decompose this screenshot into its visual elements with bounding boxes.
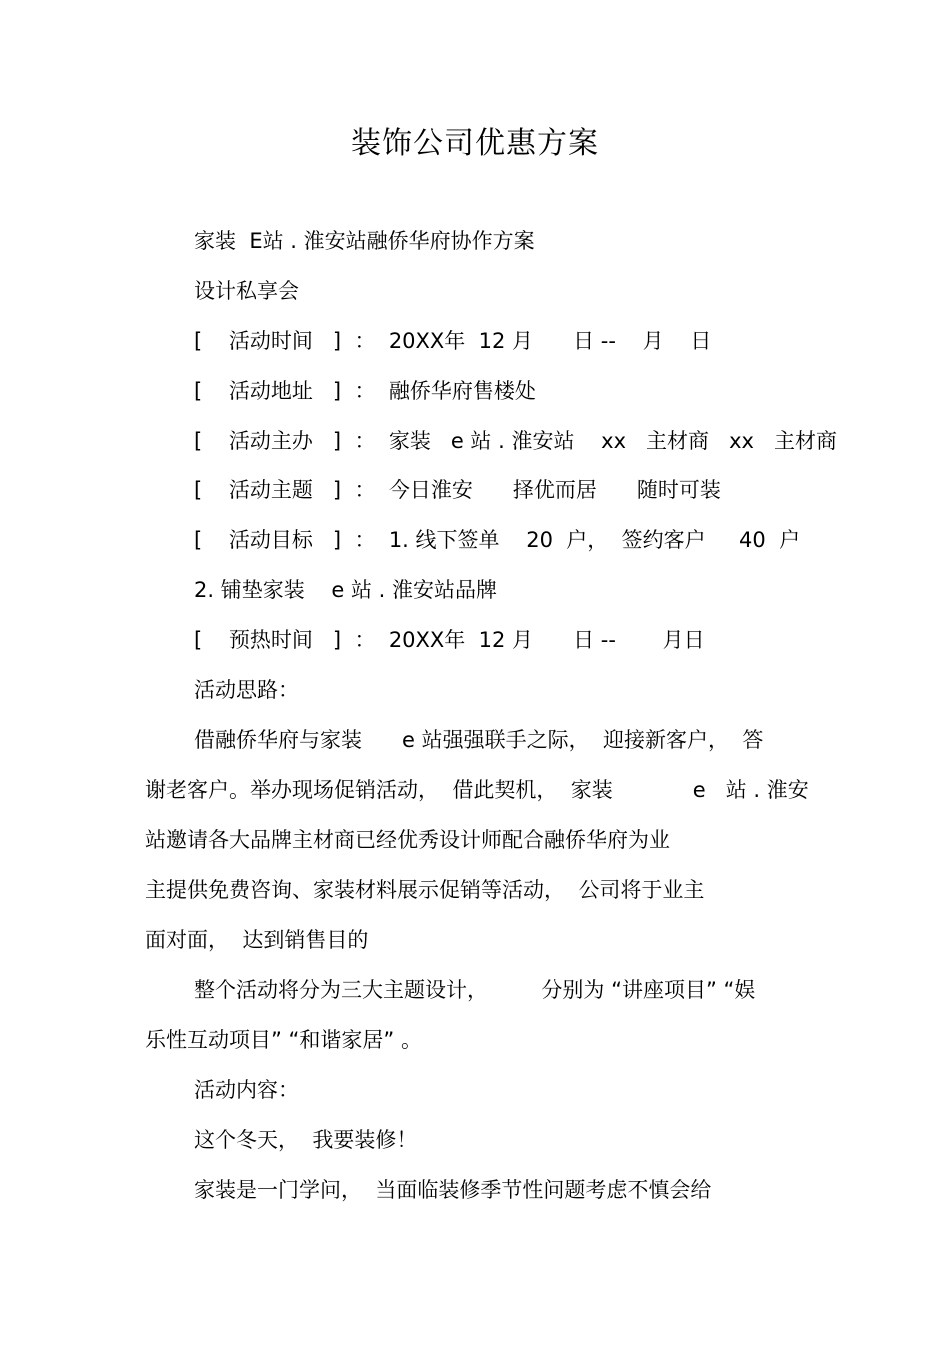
text-line-warmup-time: [ 预热时间 ] ： 20XX年 12 月 日 -- 月日 <box>194 628 705 652</box>
text-line-event-organizer: [ 活动主办 ] ： 家装 e 站 . 淮安站 xx 主材商 xx 主材商 <box>194 429 837 453</box>
paragraph-line: 整个活动将分为三大主题设计， 分别为 “讲座项目” “娱 <box>194 978 756 1002</box>
text-line-event-theme: [ 活动主题 ] ： 今日淮安 择优而居 随时可装 <box>194 478 721 502</box>
paragraph-line: 站邀请各大品牌主材商已经优秀设计师配合融侨华府为业 <box>145 828 670 852</box>
text-line-event-address: [ 活动地址 ] ： 融侨华府售楼处 <box>194 379 536 403</box>
paragraph-line: 家装是一门学问， 当面临装修季节性问题考虑不慎会给 <box>194 1178 712 1202</box>
paragraph-line: 面对面， 达到销售目的 <box>145 928 369 952</box>
text-line-design-salon: 设计私享会 <box>194 279 299 303</box>
section-heading-event-content: 活动内容： <box>194 1078 299 1102</box>
text-line-goal-two: 2. 铺垫家装 e 站 . 淮安站品牌 <box>194 578 498 602</box>
section-heading-event-idea: 活动思路： <box>194 678 299 702</box>
paragraph-line: 乐性互动项目” “和谐家居” 。 <box>145 1028 422 1052</box>
text-line-cooperation-plan: 家装 E站 . 淮安站融侨华府协作方案 <box>194 229 535 253</box>
document-title: 装饰公司优惠方案 <box>351 126 599 161</box>
text-line-event-time: [ 活动时间 ] ： 20XX年 12 月 日 -- 月 日 <box>194 329 712 353</box>
text-line-event-goal: [ 活动目标 ] ： 1. 线下签单 20 户， 签约客户 40 户 <box>194 528 801 552</box>
paragraph-line: 借融侨华府与家装 e 站强强联手之际， 迎接新客户， 答 <box>194 728 764 752</box>
text-line-winter-slogan: 这个冬天， 我要装修！ <box>194 1128 418 1152</box>
paragraph-line: 主提供免费咨询、家装材料展示促销等活动， 公司将于业主 <box>145 878 705 902</box>
paragraph-line: 谢老客户。举办现场促销活动， 借此契机， 家装 e 站 . 淮安 <box>145 778 809 802</box>
